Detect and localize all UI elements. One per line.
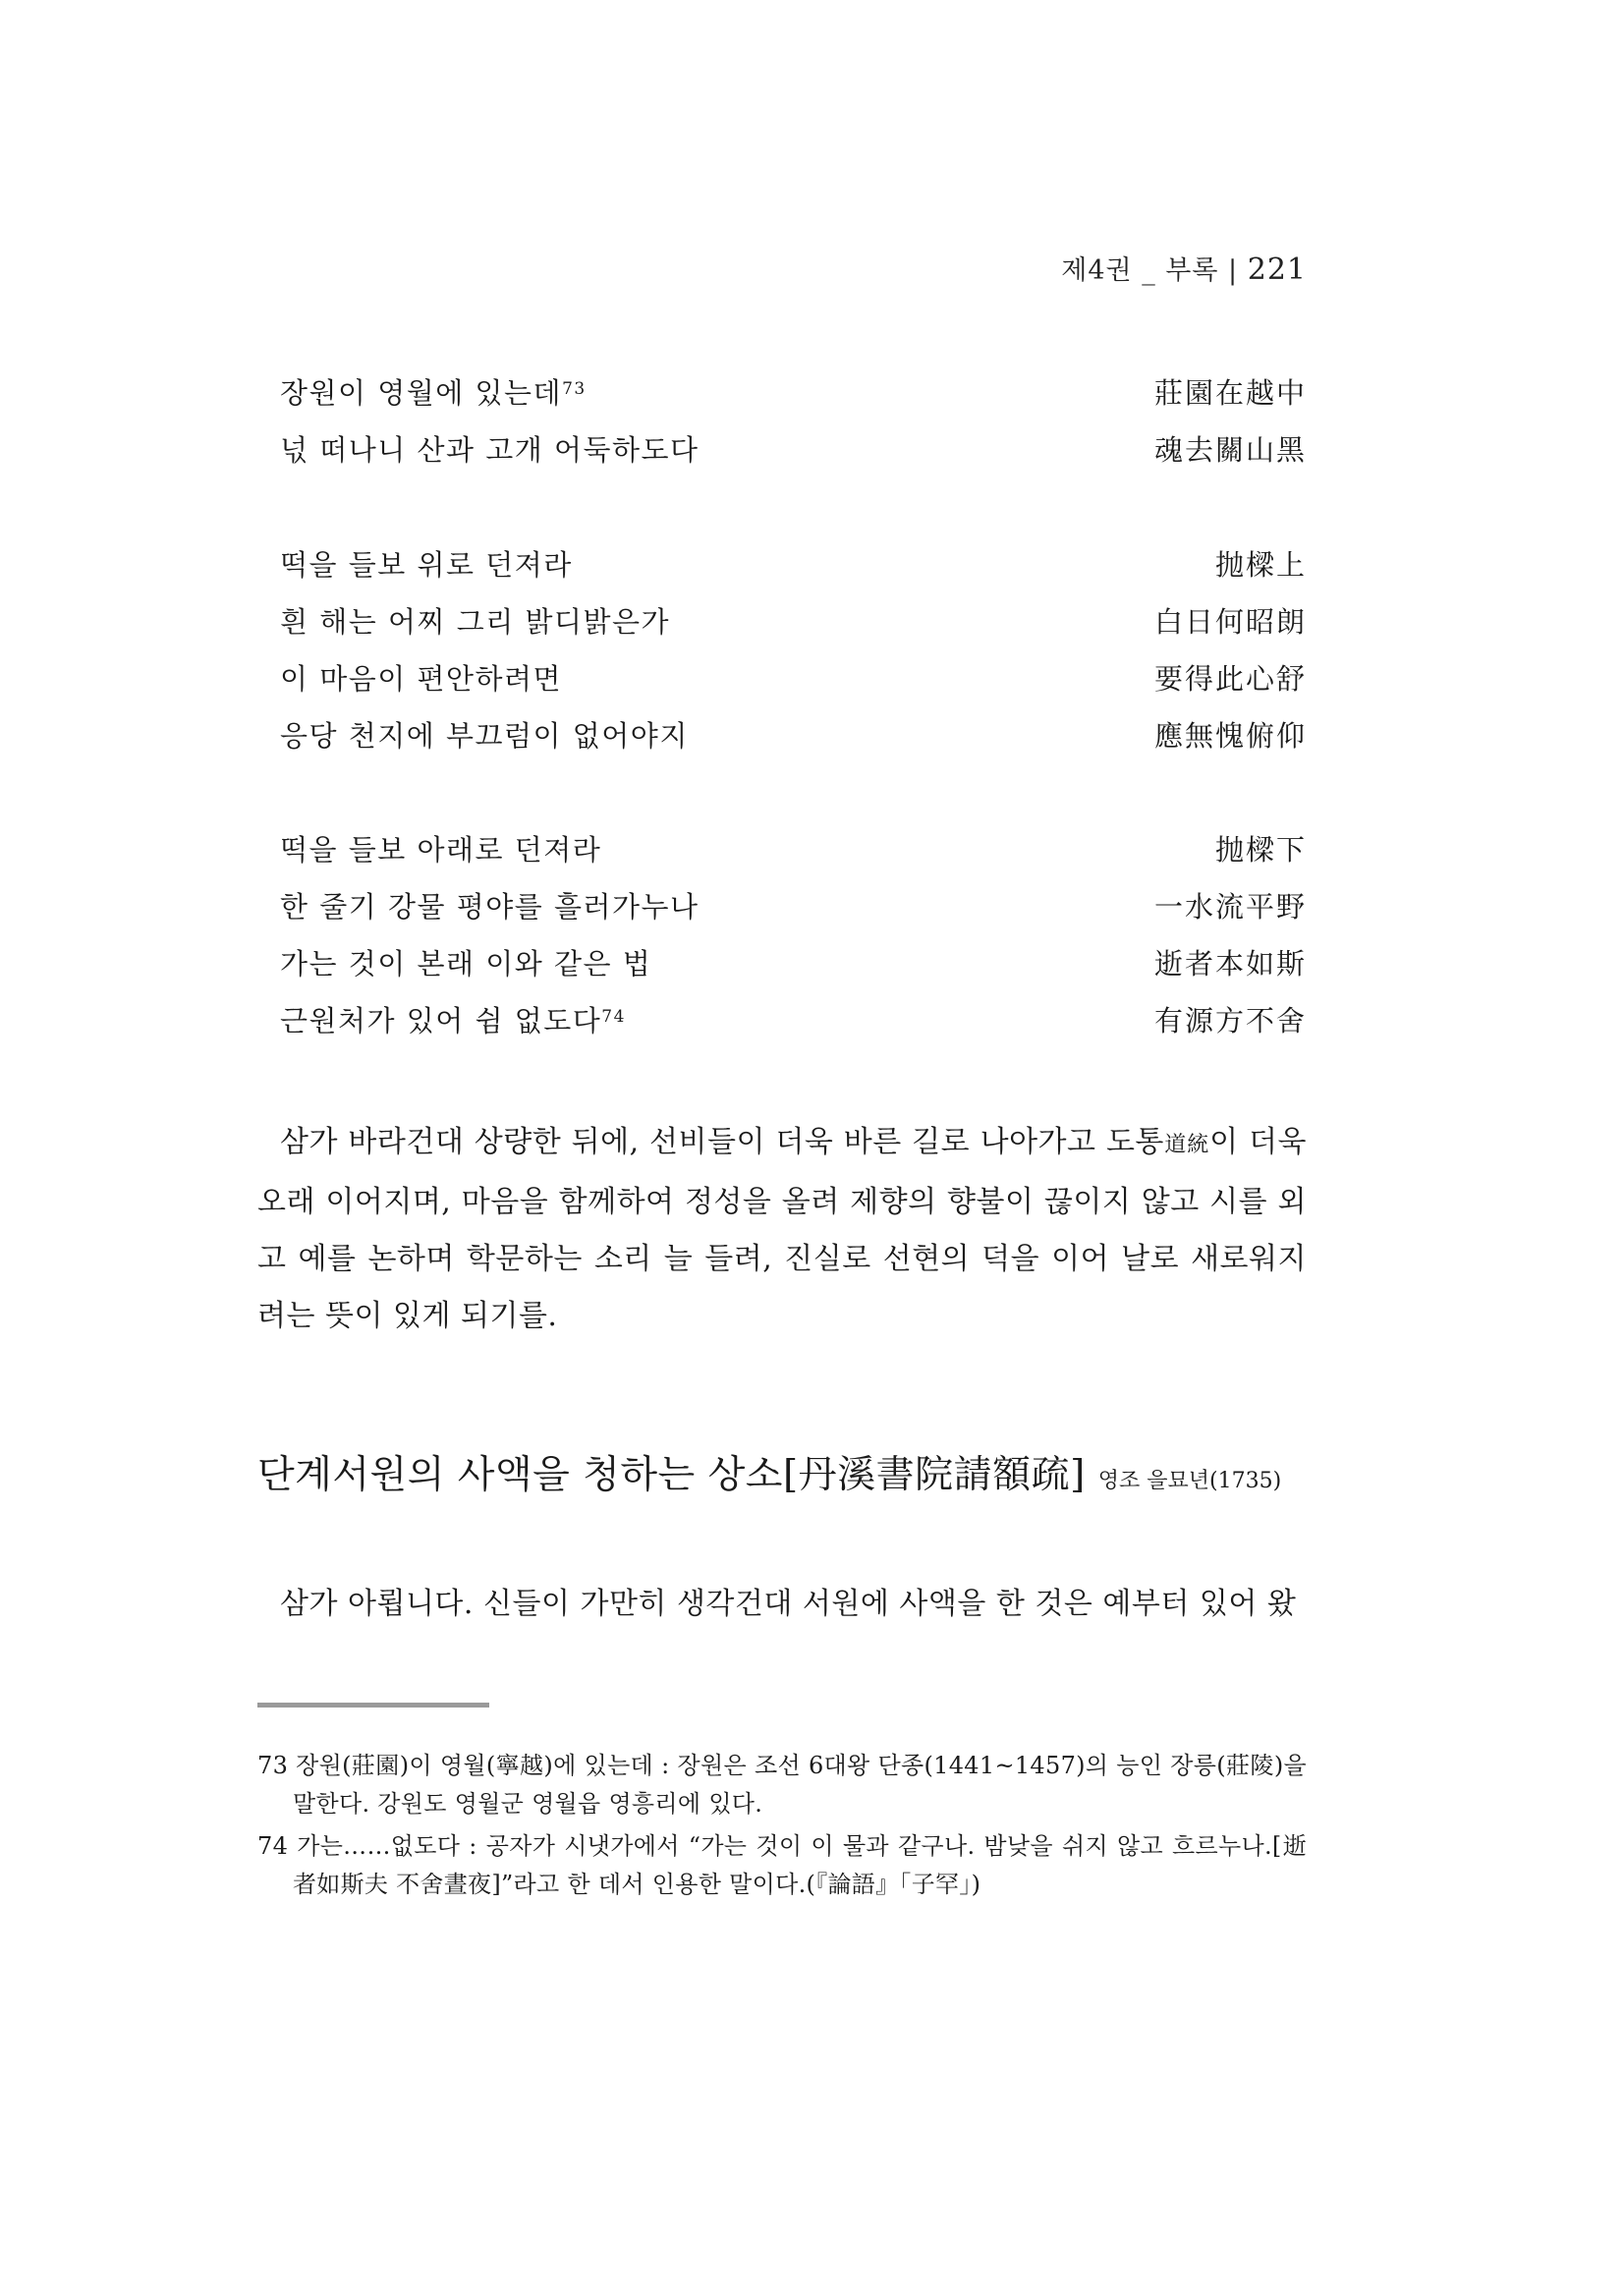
poem-line-hanja: 抛樑上 xyxy=(1214,548,1307,582)
poem-line-hanja: 有源方不舍 xyxy=(1153,1004,1307,1037)
poem-line-hanja: 白日何昭朗 xyxy=(1153,605,1307,639)
poem-line xyxy=(257,828,1307,885)
footnote-74: 74 가는……없도다 : 공자가 시냇가에서 “가는 것이 이 물과 같구나. 밤낮을 쉬지 않고 흐르누나.[逝者如斯夫 不舍晝夜]”라고 한 데서 인용한 말이다.(『論語』「子罕」) xyxy=(257,1832,1307,1898)
poem-line-korean: 한 줄기 강물 평야를 흘러가누나 xyxy=(280,890,700,924)
poem-line xyxy=(257,371,1307,428)
poem-line-korean: 이 마음이 편안하려면 xyxy=(280,662,563,696)
running-header xyxy=(1061,249,1307,287)
section-title: 단계서원의 사액을 청하는 상소[丹溪書院請額疏] xyxy=(257,1453,1086,1497)
hanja-gloss: 道統 xyxy=(1163,1133,1210,1157)
poem-line-korean: 흰 해는 어찌 그리 밝디밝은가 xyxy=(280,605,671,639)
poem-line-hanja: 魂去關山黑 xyxy=(1153,433,1307,467)
poem-line-korean: 떡을 들보 위로 던져라 xyxy=(280,548,573,582)
footnote-ref[interactable]: 74 xyxy=(601,1007,626,1027)
running-title: 제4권 _ 부록 xyxy=(1061,255,1219,286)
page-number: 221 xyxy=(1247,252,1307,287)
poem-line xyxy=(257,999,1307,1056)
poem-line-korean: 근원처가 있어 쉼 없도다 xyxy=(280,1004,602,1037)
poem-line-hanja: 應無愧俯仰 xyxy=(1153,719,1307,753)
header-divider: | xyxy=(1228,255,1248,286)
body-paragraph: 삼가 바라건대 상량한 뒤에, 선비들이 더욱 바른 길로 나아가고 도통道統이 더욱 오래 이어지며, 마음을 함께하여 정성을 올려 제향의 향불이 끊이지 않고 시를 외고 예를 논하며 학문하는 소리 늘 들려, 진실로 선현의 덕을 이어 날로 새로워지려는 뜻이 있게 되기를. xyxy=(257,1125,1307,1333)
footnote-ref[interactable]: 73 xyxy=(562,379,587,399)
poem-line-korean: 응당 천지에 부끄럼이 없어야지 xyxy=(280,719,689,753)
poem-line xyxy=(257,543,1307,600)
poem-line xyxy=(257,942,1307,999)
poem-line xyxy=(257,600,1307,657)
poem-line-hanja: 逝者本如斯 xyxy=(1153,947,1307,980)
section-heading xyxy=(257,1444,1338,1499)
footnotes xyxy=(257,1747,1307,1908)
poem-line-hanja: 莊園在越中 xyxy=(1153,376,1307,410)
poem-line xyxy=(257,714,1307,771)
poem-line xyxy=(257,428,1307,485)
footnote-73: 73 장원(莊園)이 영월(寧越)에 있는데 : 장원은 조선 6대왕 단종(1441~1457)의 능인 장릉(莊陵)을 말한다. 강원도 영월군 영월읍 영흥리에 있다. xyxy=(257,1752,1307,1818)
poem-line-hanja: 一水流平野 xyxy=(1153,890,1307,924)
poem-line-korean: 장원이 영월에 있는데 xyxy=(280,376,563,410)
poem-line xyxy=(257,885,1307,942)
poem-line-korean: 떡을 들보 아래로 던져라 xyxy=(280,833,602,867)
body-paragraph: 삼가 아룁니다. 신들이 가만히 생각건대 서원에 사액을 한 것은 예부터 있어 왔 xyxy=(280,1587,1297,1621)
poem-line xyxy=(257,657,1307,714)
poem-line-korean: 넋 떠나니 산과 고개 어둑하도다 xyxy=(280,433,700,467)
footnote-divider xyxy=(257,1703,489,1708)
poem-line-hanja: 抛樑下 xyxy=(1214,833,1307,867)
poem-line-korean: 가는 것이 본래 이와 같은 법 xyxy=(280,947,652,980)
section-subtitle: 영조 을묘년(1735) xyxy=(1097,1469,1282,1493)
poem-line-hanja: 要得此心舒 xyxy=(1153,662,1307,696)
